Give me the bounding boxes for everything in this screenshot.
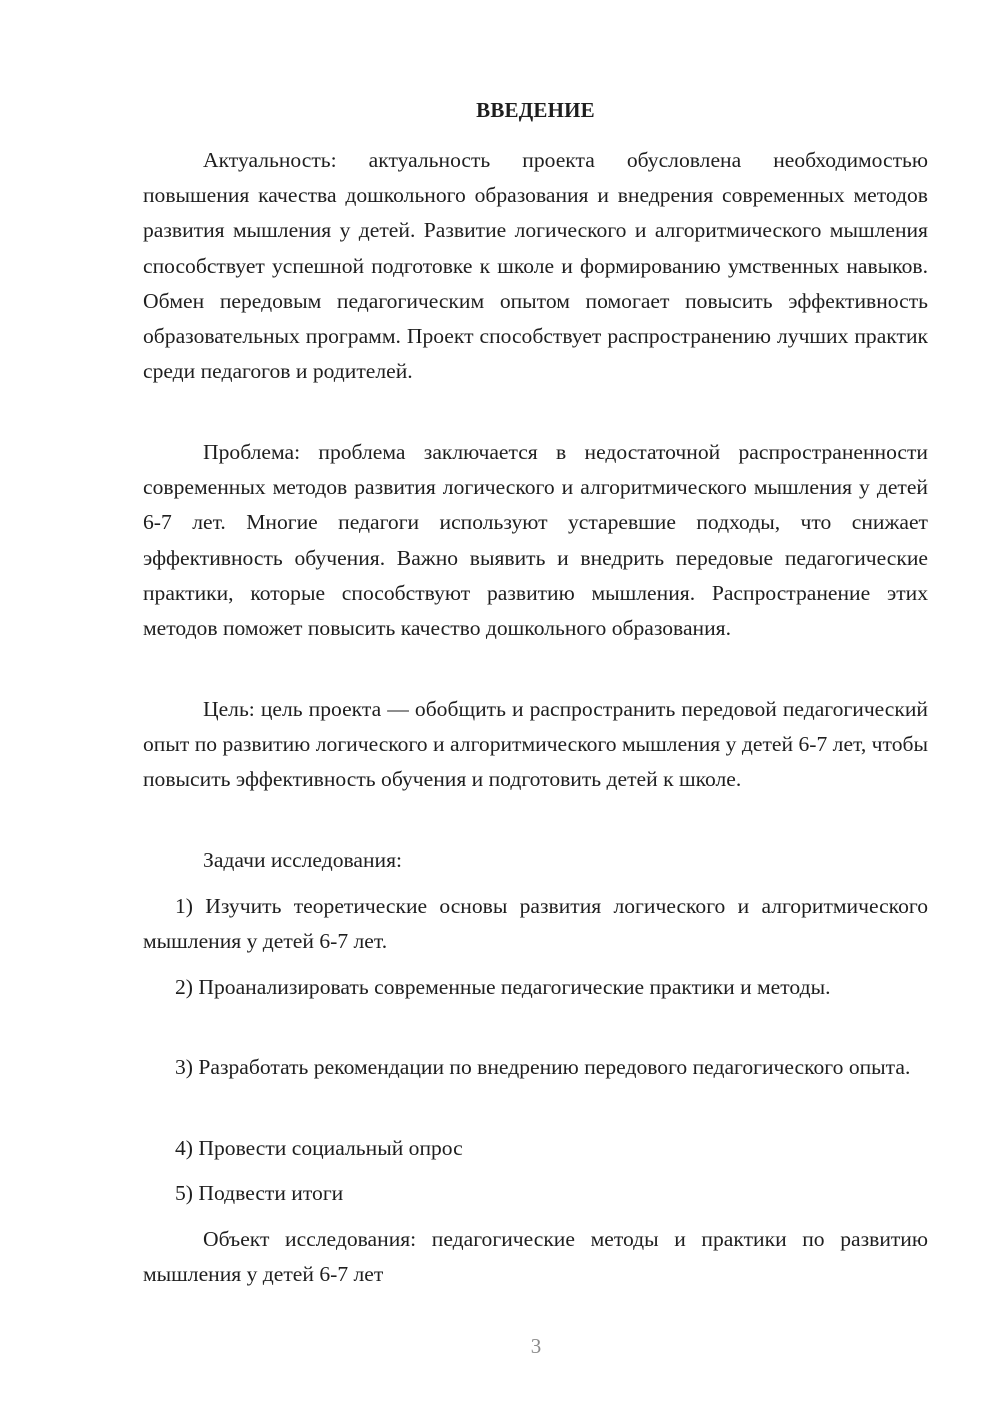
relevance-paragraph: Актуальность: актуальность проекта обусловлена необходимостью повышения качества дошкольного образования и внедрения современных методов развития мышления у детей. Развитие логического и алгоритмического мышления способствует успешной подготовке к школе и формированию умственных навыков. Обмен передовым педагогическим опытом помогает повысить эффективность образовательных программ. Проект способствует распространению лучших практик среди педагогов и родителей. xyxy=(143,148,928,384)
tasks-heading: Задачи исследования: xyxy=(203,848,403,872)
task-item-5: 5) Подвести итоги xyxy=(175,1181,344,1205)
task-item-1: 1) Изучить теоретические основы развития логического и алгоритмического мышления у детей 6-7 лет. xyxy=(143,894,928,954)
object-paragraph: Объект исследования: педагогические методы и практики по развитию мышления у детей 6-7 лет xyxy=(143,1227,928,1287)
task-item-2: 2) Проанализировать современные педагогические практики и методы. xyxy=(175,975,831,999)
page-number: 3 xyxy=(530,1334,542,1358)
task-item-3: 3) Разработать рекомендации по внедрению передового педагогического опыта. xyxy=(175,1055,911,1079)
page-title: ВВЕДЕНИЕ xyxy=(476,98,595,122)
problem-paragraph: Проблема: проблема заключается в недостаточной распространенности современных методов развития логического и алгоритмического мышления у детей 6-7 лет. Многие педагоги используют устаревшие подходы, что снижает эффективность обучения. Важно выявить и внедрить передовые педагогические практики, которые способствуют развитию мышления. Распространение этих методов поможет повысить качество дошкольного образования. xyxy=(143,440,928,641)
goal-paragraph: Цель: цель проекта — обобщить и распространить передовой педагогический опыт по развитию логического и алгоритмического мышления у детей 6-7 лет, чтобы повысить эффективность обучения и подготовить детей к школе. xyxy=(143,697,928,792)
task-item-4: 4) Провести социальный опрос xyxy=(175,1136,463,1160)
